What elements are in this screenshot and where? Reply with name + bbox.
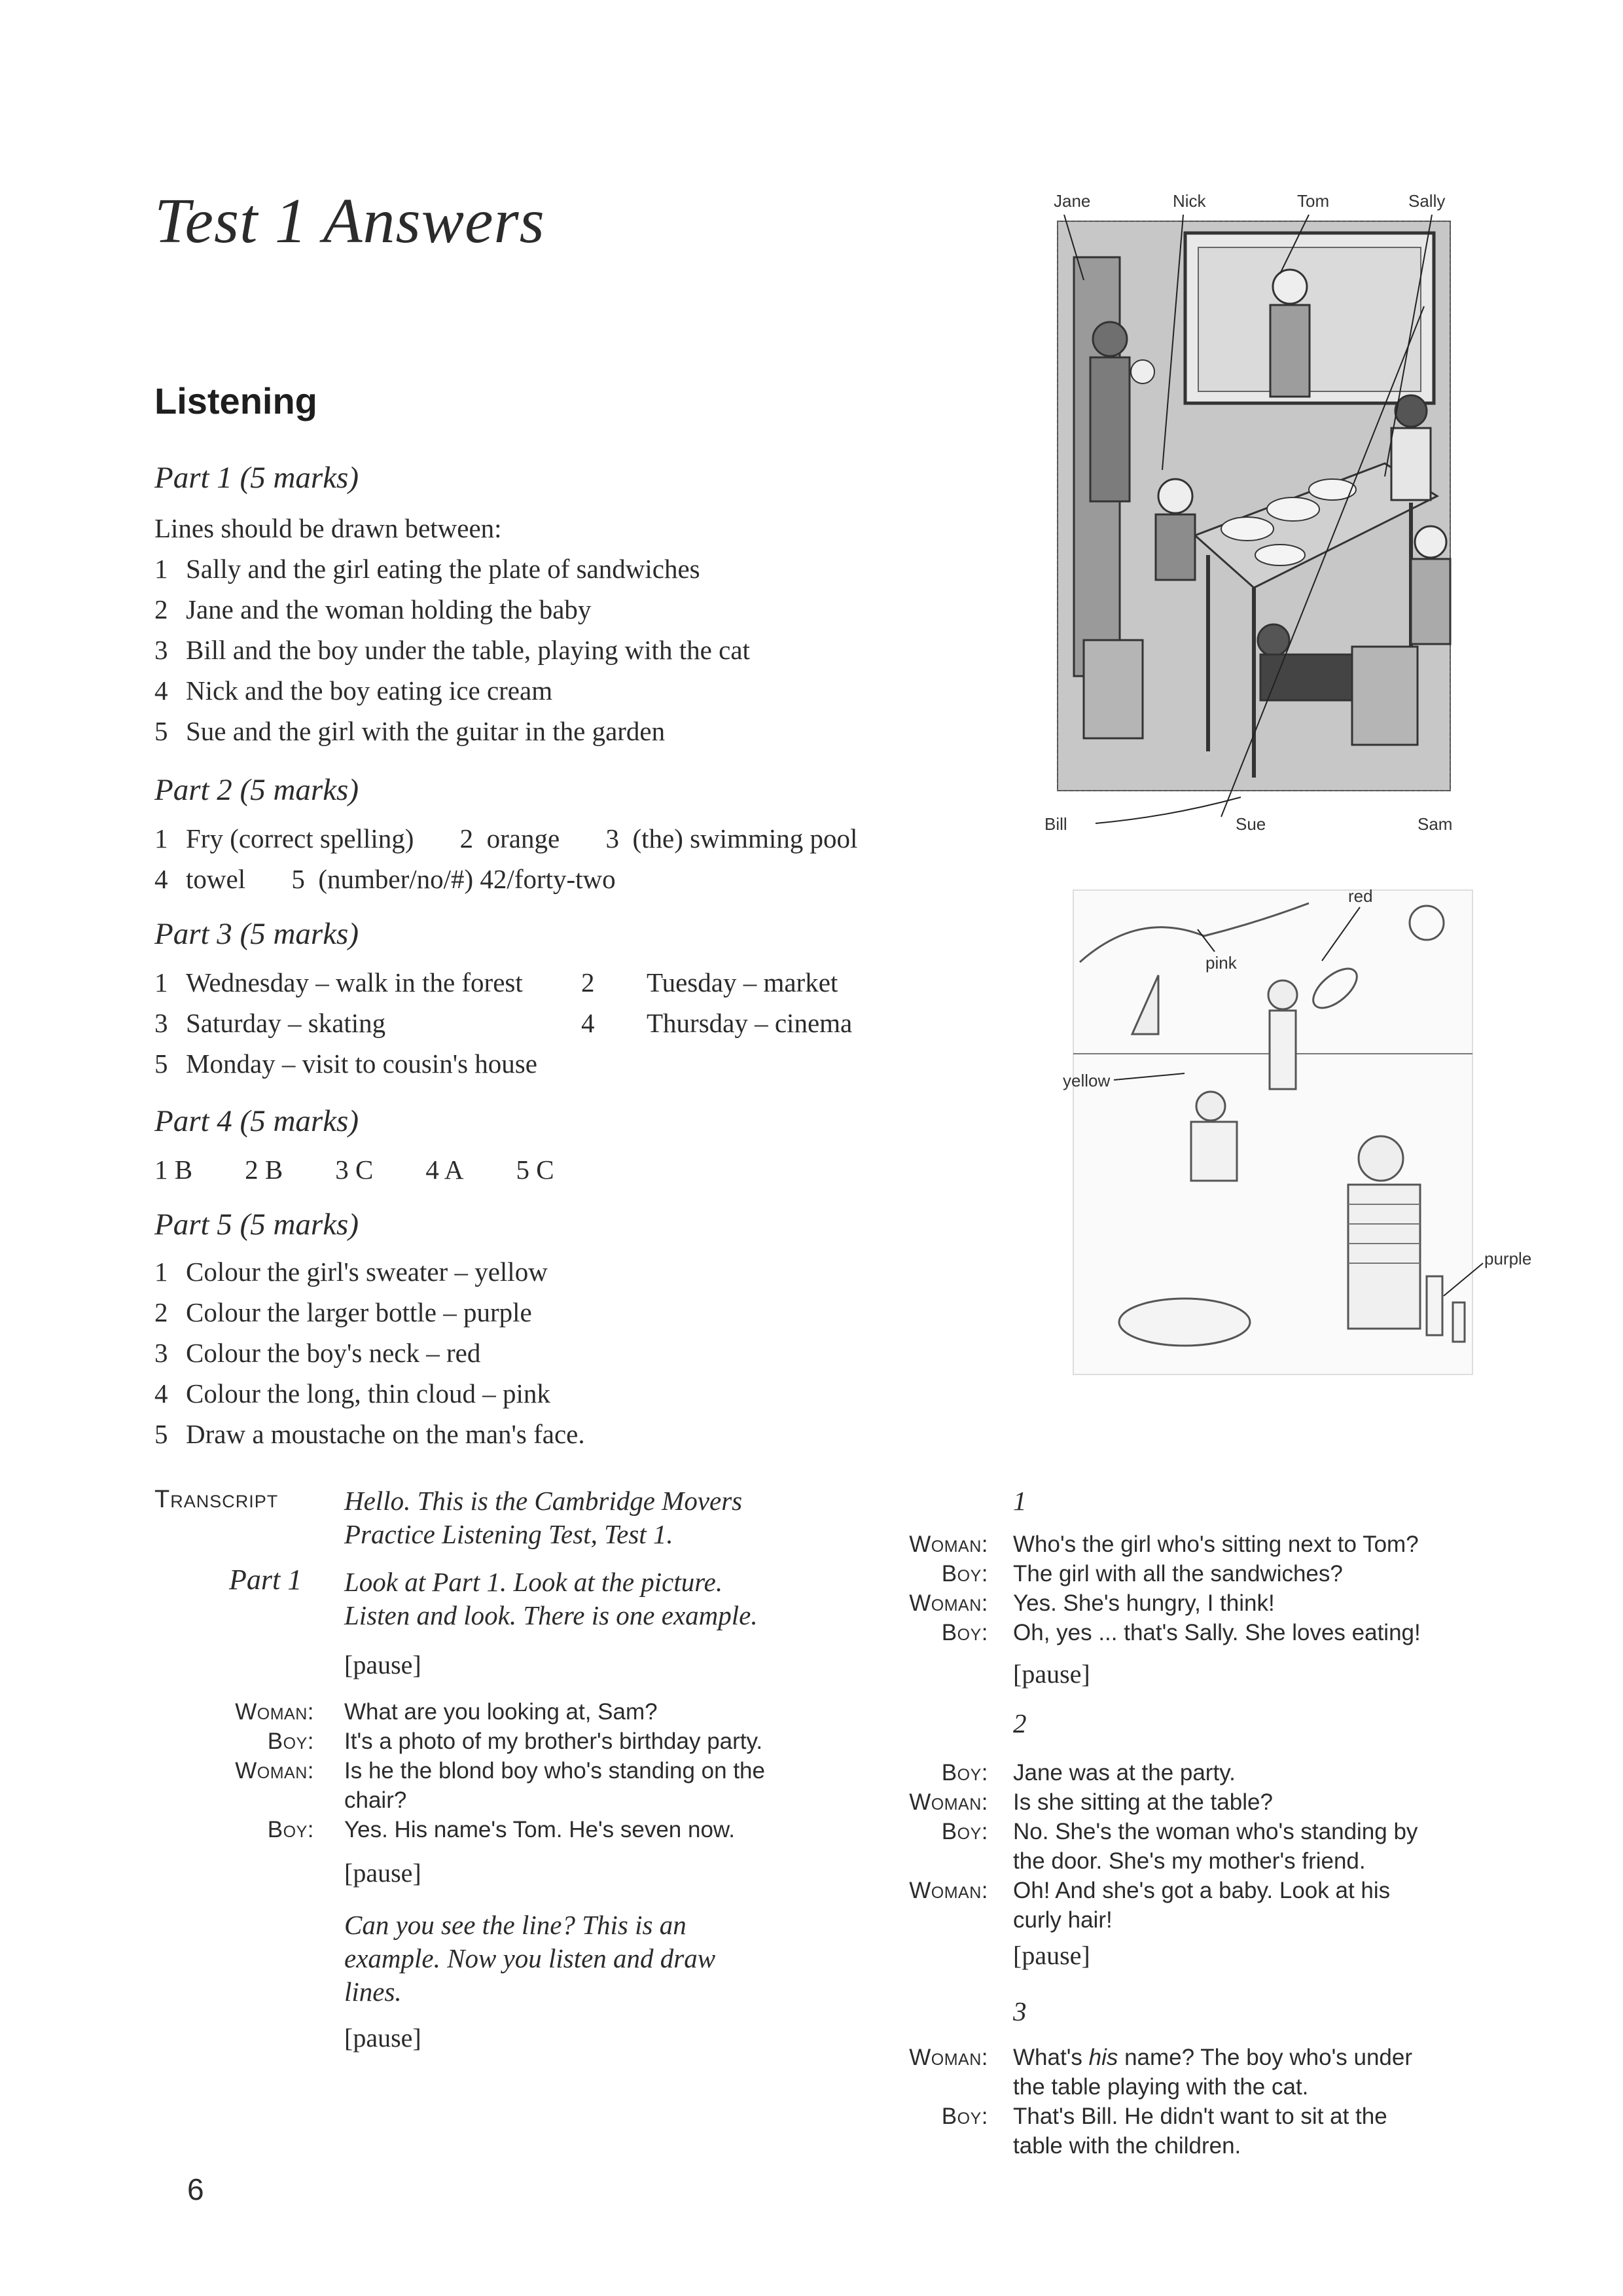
- pause-text: [pause]: [344, 1858, 421, 1888]
- speaker-label: Boy:: [941, 2104, 988, 2129]
- list-item: 3 Bill and the boy under the table, playing with the cat: [154, 635, 750, 665]
- part1-heading: Part 1 (5 marks): [154, 461, 359, 495]
- speaker-label: Boy:: [941, 1620, 988, 1645]
- dialogue-line: Who's the girl who's sitting next to Tom?: [1013, 1532, 1419, 1557]
- speaker-label: Boy:: [267, 1729, 314, 1754]
- page-title: Test 1 Answers: [154, 186, 545, 257]
- transcript-part1-instructions: Look at Part 1. Look at the picture. Listen and look. There is one example.: [344, 1567, 758, 1630]
- label-pink: pink: [1205, 953, 1237, 973]
- bottle: [1427, 1276, 1442, 1335]
- dialogue-line: What's his name? The boy who's under the table playing with the cat.: [1013, 2045, 1413, 2100]
- bill-figure: [1258, 624, 1289, 656]
- tom-figure: [1273, 270, 1307, 304]
- dialogue-line: That's Bill. He didn't want to sit at the table with the children.: [1013, 2104, 1387, 2159]
- party-illustration: [1044, 188, 1463, 843]
- part3-a5: 5 Monday – visit to cousin's house: [154, 1049, 537, 1079]
- part2-row1: 1 Fry (correct spelling) 2 orange 3 (the) swimming pool: [154, 823, 858, 853]
- part3-a1: 1 Wednesday – walk in the forest: [154, 967, 523, 997]
- list-item: 5 Draw a moustache on the man's face.: [154, 1419, 585, 1449]
- speaker-label: Boy:: [941, 1561, 988, 1587]
- pause-text: [pause]: [344, 1650, 421, 1679]
- speaker-label: Woman:: [909, 1590, 988, 1616]
- dialogue-line: Oh! And she's got a baby. Look at his curly hair!: [1013, 1878, 1391, 1933]
- label-red: red: [1348, 886, 1373, 906]
- list-item: 4 Colour the long, thin cloud – pink: [154, 1378, 550, 1408]
- sally-figure: [1395, 395, 1427, 427]
- part3-a3: 3 Saturday – skating: [154, 1008, 386, 1038]
- transcript-label: Transcript: [154, 1486, 279, 1513]
- sam-figure: [1415, 526, 1446, 558]
- question-number: 1: [1013, 1486, 1027, 1516]
- list-item: 4 Nick and the boy eating ice cream: [154, 675, 553, 706]
- dialogue-line: Oh, yes ... that's Sally. She loves eating!: [1013, 1620, 1421, 1645]
- label-purple: purple: [1484, 1249, 1532, 1268]
- question-number: 3: [1013, 1996, 1027, 2026]
- question-number: 2: [1013, 1708, 1027, 1738]
- dialogue-line: Yes. She's hungry, I think!: [1013, 1590, 1275, 1616]
- part3-a2: 2 Tuesday – market: [581, 967, 838, 997]
- label-sue: Sue: [1236, 814, 1266, 834]
- part3-a4: 4 Thursday – cinema: [581, 1008, 853, 1038]
- label-bill: Bill: [1044, 814, 1067, 834]
- speaker-label: Boy:: [941, 1760, 988, 1785]
- label-sally: Sally: [1408, 191, 1446, 211]
- speaker-label: Woman:: [235, 1699, 314, 1725]
- speaker-label: Boy:: [267, 1817, 314, 1842]
- dialogue-line: Yes. His name's Tom. He's seven now.: [344, 1817, 735, 1842]
- label-nick: Nick: [1173, 191, 1206, 211]
- label-yellow: yellow: [1063, 1071, 1111, 1090]
- part2-row2: 4 towel 5 (number/no/#) 42/forty-two: [154, 864, 616, 894]
- part4-answers: 1 B 2 B 3 C 4 A 5 C: [154, 1155, 554, 1185]
- list-item: 1 Colour the girl's sweater – yellow: [154, 1257, 548, 1287]
- list-item: 2 Colour the larger bottle – purple: [154, 1297, 532, 1327]
- section-heading-listening: Listening: [154, 380, 317, 422]
- label-jane: Jane: [1054, 191, 1091, 211]
- speaker-label: Woman:: [909, 2045, 988, 2070]
- part5-list: [154, 1251, 585, 1454]
- list-item: 3 Colour the boy's neck – red: [154, 1338, 481, 1368]
- beach-illustration: [1060, 884, 1558, 1394]
- transcript-intro: Hello. This is the Cambridge Movers Practice Listening Test, Test 1.: [344, 1486, 743, 1549]
- pause-text: [pause]: [1013, 1941, 1090, 1970]
- pause-text: [pause]: [344, 2023, 421, 2053]
- label-sam: Sam: [1418, 814, 1453, 834]
- man-face: [1359, 1136, 1403, 1181]
- speaker-label: Woman:: [235, 1758, 314, 1784]
- part4-heading: Part 4 (5 marks): [154, 1104, 359, 1138]
- dialogue-line: Jane was at the party.: [1013, 1760, 1236, 1785]
- transcript-part1-label: Part 1: [229, 1564, 302, 1596]
- dialogue-line: It's a photo of my brother's birthday party.: [344, 1729, 763, 1754]
- dialogue-line: No. She's the woman who's standing by the door. She's my mother's friend.: [1013, 1819, 1418, 1874]
- speaker-label: Boy:: [941, 1819, 988, 1844]
- speaker-label: Woman:: [909, 1878, 988, 1903]
- page-number: 6: [187, 2172, 204, 2206]
- dialogue-line: The girl with all the sandwiches?: [1013, 1561, 1343, 1587]
- list-item: 1 Sally and the girl eating the plate of sandwiches: [154, 554, 700, 584]
- label-tom: Tom: [1297, 191, 1330, 211]
- pause-text: [pause]: [1013, 1659, 1090, 1689]
- dialogue-line: Is he the blond boy who's standing on the chair?: [344, 1758, 765, 1813]
- nick-figure: [1158, 479, 1192, 513]
- speaker-label: Woman:: [909, 1532, 988, 1557]
- jane-figure: [1093, 322, 1127, 356]
- part5-heading: Part 5 (5 marks): [154, 1208, 359, 1242]
- list-item: 2 Jane and the woman holding the baby: [154, 594, 592, 624]
- speaker-label: Woman:: [909, 1789, 988, 1815]
- dialogue-line: What are you looking at, Sam?: [344, 1699, 658, 1725]
- part1-list: [154, 548, 750, 751]
- part2-heading: Part 2 (5 marks): [154, 773, 359, 807]
- transcript-example: Can you see the line? This is an example. Now you listen and draw lines.: [344, 1910, 716, 2007]
- list-item: 5 Sue and the girl with the guitar in the garden: [154, 716, 666, 746]
- bowl: [1119, 1299, 1250, 1346]
- part3-heading: Part 3 (5 marks): [154, 917, 359, 951]
- dialogue-line: Is she sitting at the table?: [1013, 1789, 1273, 1815]
- part1-intro: Lines should be drawn between:: [154, 513, 502, 543]
